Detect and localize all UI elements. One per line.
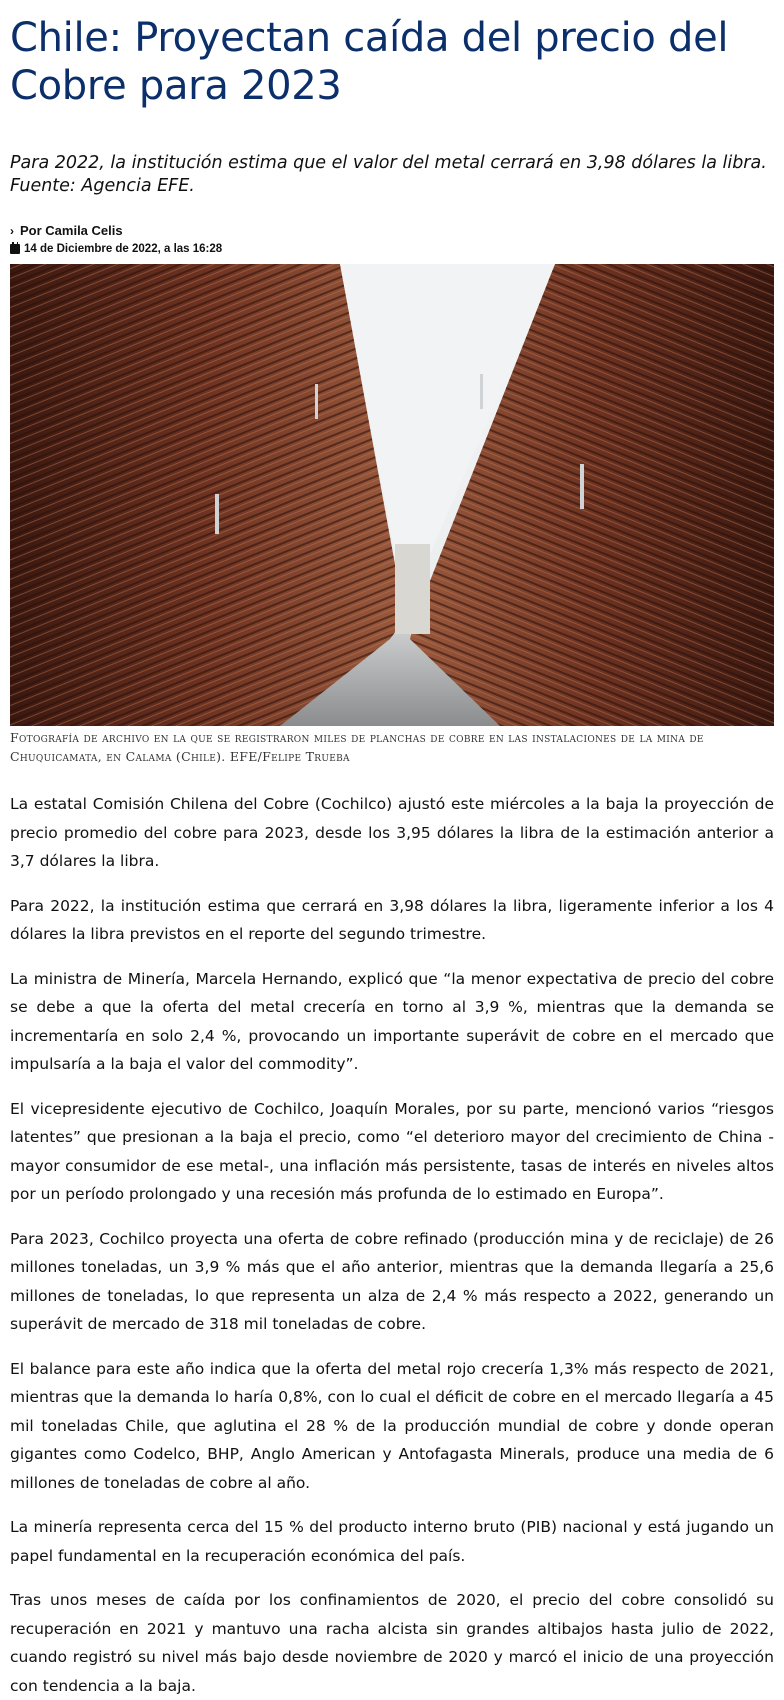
author-line: [10, 223, 774, 238]
date-line: [10, 243, 774, 255]
paragraph: La minería representa cerca del 15 % del producto interno bruto (PIB) nacional y está jugando un papel fundamental en la recuperación económica del país.: [10, 1518, 774, 1565]
chevron-right-icon: ›: [10, 223, 14, 238]
photo-caption: Fotografía de archivo en la que se registraron miles de planchas de cobre en las instalaciones de la mina de Chuquicamata, en Calama (Chile). EFE/Felipe Trueba: [10, 730, 704, 764]
paragraph: La estatal Comisión Chilena del Cobre (Cochilco) ajustó este miércoles a la baja la proyección de precio promedio del cobre para 2023, desde los 3,95 dólares la libra de la estimación anterior a 3,7 dólares la libra.: [10, 795, 774, 870]
paragraph: Para 2023, Cochilco proyecta una oferta de cobre refinado (producción mina y de reciclaje) de 26 millones toneladas, un 3,9 % más que el año anterior, mientras que la demanda llegaría a 25,6 millones de toneladas, lo que representa un alza de 2,4 % más respecto a 2022, generando un superávit de mercado de 318 mil toneladas de cobre.: [10, 1229, 774, 1333]
calendar-icon: [10, 244, 20, 254]
paragraph: Para 2022, la institución estima que cerrará en 3,98 dólares la libra, ligeramente inferior a los 4 dólares la libra previstos en el reporte del segundo trimestre.: [10, 896, 774, 943]
copper-sheets-photo: [10, 264, 774, 726]
article-body: [10, 790, 774, 1700]
article-photo: [10, 264, 774, 726]
paragraph: El vicepresidente ejecutivo de Cochilco, Joaquín Morales, por su parte, mencionó varios “riesgos latentes” que presionan a la baja el precio, como “el deterioro mayor del crecimiento de China -mayor consumidor de ese metal-, una inflación más persistente, tasas de interés en niveles altos por un período prolongado y una recesión más profunda de lo estimado en Europa”.: [10, 1099, 774, 1203]
paragraph: Tras unos meses de caída por los confinamientos de 2020, el precio del cobre consolidó su recuperación en 2021 y mantuvo una racha alcista sin grandes altibajos hasta julio de 2022, cuando registró su nivel más bajo desde noviembre de 2020 y marcó el inicio de una proyección con tendencia a la baja.: [10, 1591, 774, 1695]
paragraph: La ministra de Minería, Marcela Hernando, explicó que “la menor expectativa de precio del cobre se debe a que la oferta del metal crecería en torno al 3,9 %, mientras que la demanda se incrementaría en solo 2,4 %, provocando un importante superávit de cobre en el mercado que impulsaría a la baja el valor del commodity”.: [10, 969, 774, 1073]
article-subtitle: Para 2022, la institución estima que el valor del metal cerrará en 3,98 dólares la libra. Fuente: Agencia EFE.: [10, 153, 767, 196]
publish-date: 14 de Diciembre de 2022, a las 16:28: [24, 243, 223, 255]
paragraph: El balance para este año indica que la oferta del metal rojo crecería 1,3% más respecto de 2021, mientras que la demanda lo haría 0,8%, con lo cual el déficit de cobre en el mercado llegaría a 45 mil toneladas Chile, que aglutina el 28 % de la producción mundial de cobre y donde operan gigantes como Codelco, BHP, Anglo American y Antofagasta Minerals, produce una media de 6 millones de toneladas de cobre al año.: [10, 1359, 774, 1492]
article-title: Chile: Proyectan caída del precio del Cobre para 2023: [10, 15, 729, 109]
author-name[interactable]: Por Camila Celis: [20, 223, 123, 238]
